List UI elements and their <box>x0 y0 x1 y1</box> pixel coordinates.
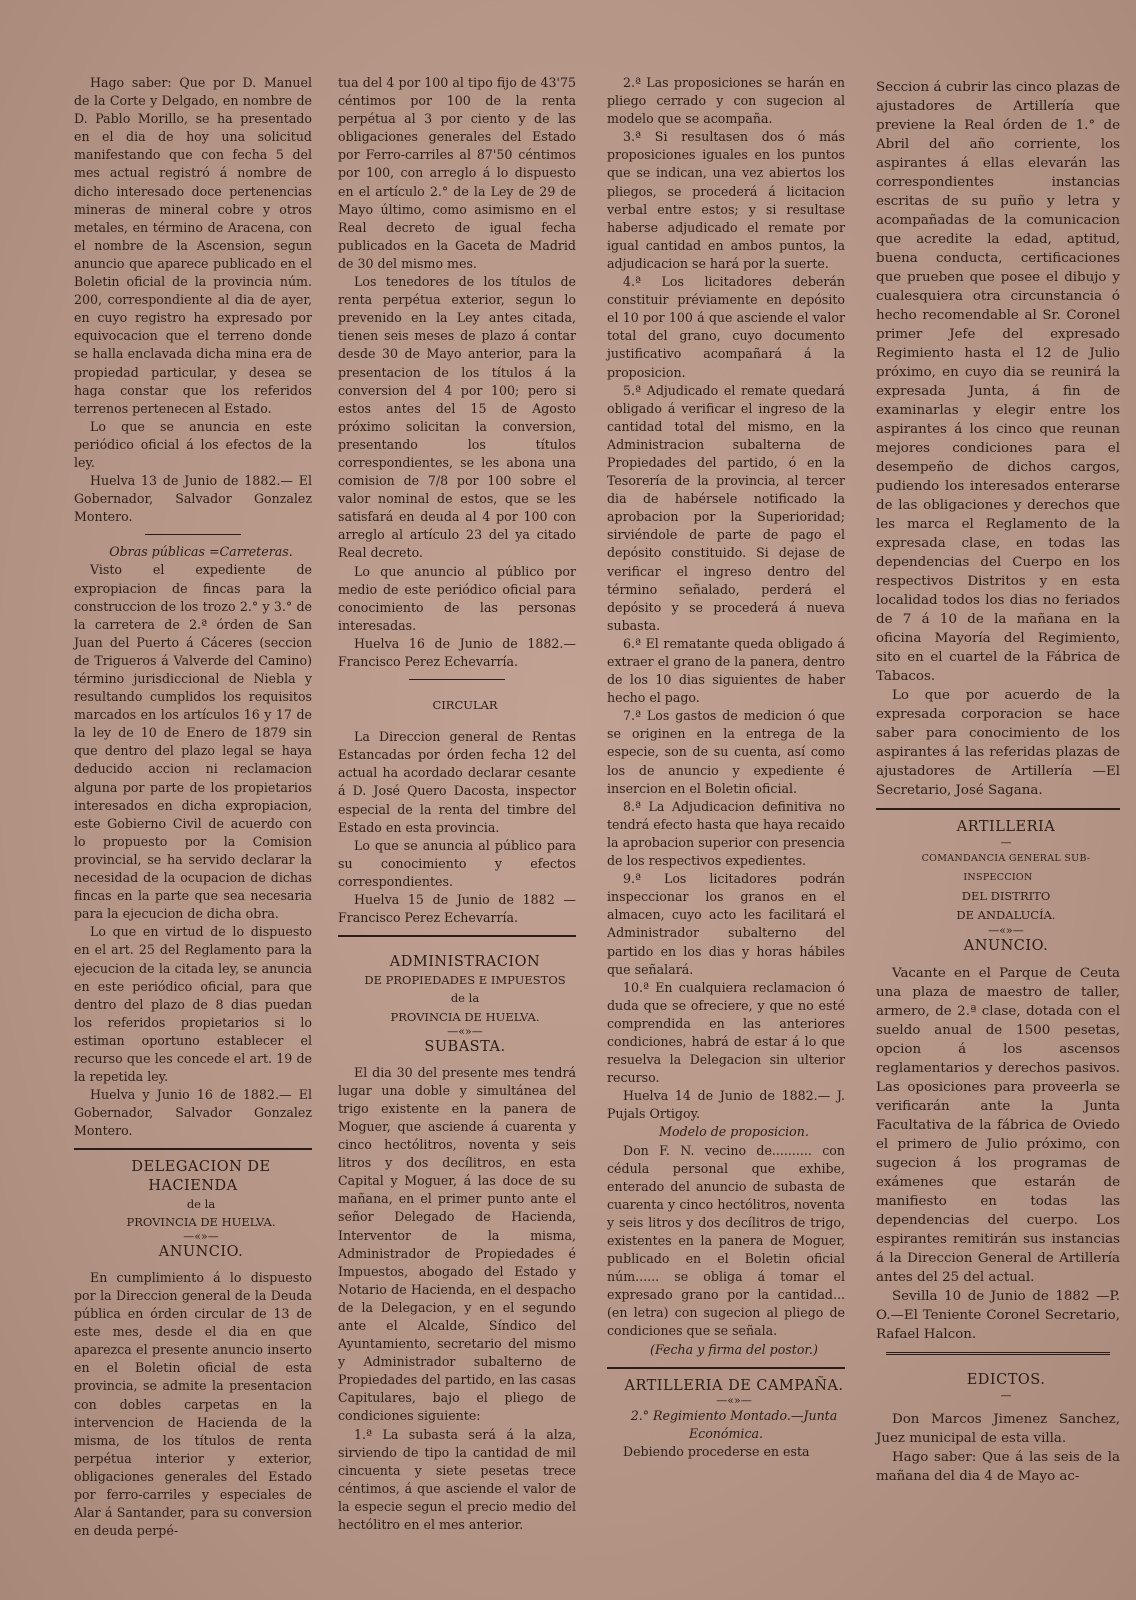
conversion-signature: Huelva 16 de Junio de 1882.— Francisco Perez Echevarría. <box>338 635 576 669</box>
expropiacion-text: Visto el expediente de expropiacion de fincas para la construccion de los trozo 2.° y 3.° de la carretera de 2.ª órden de San Juan del Puerto á Cáceres (seccion de Trigueros á Valverde del Camino) término jurisdiccional de Niebla y resultando cumplidos los requisitos marcados en los artículos 16 y 17 de la ley de 10 de Enero de 1879 sin que dentro del plazo legal se haya deducido accion ni reclamacion alguna por parte de los propietarios interesados en dicha expropiacion, este Gobierno Civil de acuerdo con lo propuesto por la Comision provincial, se ha servido declarar la necesidad de la ocupacion de dichas fincas en la parte que sea necesaria para la ejecucion de dicha obra. <box>74 562 312 922</box>
delegacion-heading: DELEGACION DE HACIENDA <box>131 1159 271 1194</box>
subasta-condition-3: 3.ª Si resultasen dos ó más proposiciones iguales en los puntos que se indican, una vez abiertos los pliegos, se procederá á licitacion verbal entre estos; y si resultase haberse adjudicado el remate por igual cantidad en ambos puntos, la adjudicacion se hará por la suerte. <box>607 129 845 271</box>
artilleria-campana-text: Debiendo procederse en esta <box>623 1443 810 1459</box>
subasta-condition-8: 8.ª La Adjudicacion definitiva no tendrá efecto hasta que haya recaido la aprobacion superior con presencia de los respectivos expedientes. <box>607 798 845 869</box>
vacante-signature: Sevilla 10 de Junio de 1882 —P. O.—El Teniente Coronel Secretario, Rafael Halcon. <box>876 1289 1120 1342</box>
administracion-heading-propiedades: DE PROPIEDADES E IMPUESTOS <box>364 973 566 988</box>
divider <box>74 1148 312 1150</box>
divider <box>607 1367 845 1369</box>
column-2 <box>338 74 576 1534</box>
divider <box>145 534 240 535</box>
edicto-text: Hago saber: Que á las seis de la mañana del dia 4 de Mayo ac- <box>876 1450 1120 1484</box>
modelo-text: Don F. N. vecino de.......... con cédula personal que exhibe, enterado del anuncio de subasta de cuarenta y cinco hectólitros, noventa y seis litros y dos decílitros de trigo, existentes en la panera de Moguer, publicado en el Boletin oficial núm...... se obliga á tomar el expresado grano por la cantidad... (en letra) con sugecion al pliego de condiciones que se señala. <box>607 1142 845 1339</box>
artilleria-campana-heading: ARTILLERIA DE CAMPAÑA. <box>624 1377 844 1394</box>
subasta-condition-1: 1.ª La subasta será á la alza, sirviendo de tipo la cantidad de mil cincuenta y siete pesetas trece céntimos, á que asciende el valor de la especie segun el precio medio del hectólitro en el mes anterior. <box>338 1426 576 1533</box>
regimiento-subtitle: 2.° Regimiento Montado.—Junta Económica. <box>630 1407 838 1441</box>
artilleria-anuncio-title: ANUNCIO. <box>963 938 1049 954</box>
column-3 <box>607 74 845 1461</box>
column-4 <box>876 78 1120 1486</box>
circular-text: La Direccion general de Rentas Estancadas por órden fecha 12 del actual ha acordado declarar cesante á D. José Quero Dacosta, inspector especial de la renta del timbre del Estado en esta provincia. <box>338 729 576 835</box>
subasta-condition-7: 7.ª Los gastos de medicion ó que se originen en la entrega de la especie, son de su cuenta, así como los de anuncio y expediente é insercion en el Boletin oficial. <box>607 708 845 796</box>
ornament: —«»— <box>716 1393 752 1407</box>
divider <box>876 808 1120 810</box>
ornament: —«»— <box>988 924 1024 937</box>
ornament: —«»— <box>183 1229 219 1243</box>
administracion-heading-de-la: de la <box>450 991 480 1006</box>
subasta-condition-2: 2.ª Las proposiciones se harán en pliego cerrado y con sugecion al modelo que se acompaña. <box>607 75 845 127</box>
mining-notice-signature: Huelva 13 de Junio de 1882.— El Gobernador, Salvador Gonzalez Montero. <box>74 473 312 525</box>
edicto-juez: Don Marcos Jimenez Sanchez, Juez municipal de esta villa. <box>876 1412 1120 1446</box>
tenedores-text: Los tenedores de los títulos de renta perpétua exterior, segun lo prevenido en la Ley antes citada, tienen seis meses de plazo á contar desde 30 de Mayo anterior, para la presentacion de los títulos á la conversion del 4 por 100; pero si estos antes del 15 de Agosto próximo solicitan la conversion, presentando los títulos correspondientes, se les abona una comision de 7/8 por 100 sobre el valor nominal de estos, que se les satisfará en deuda al 4 por 100 con arreglo al artículo 23 del ya citado Real decreto. <box>338 274 576 561</box>
subasta-signature: Huelva 14 de Junio de 1882.— J. Pujals Ortigoy. <box>607 1088 845 1122</box>
subasta-condition-9: 9.ª Los licitadores podrán inspeccionar los granos en el almacen, cuyo acto les facilitará el Administrador subalterno del partido en los dias y horas hábiles que señalará. <box>607 871 845 977</box>
mining-notice-text: Hago saber: Que por D. Manuel de la Corte y Delgado, en nombre de D. Pablo Morillo, se ha presentado en el dia de hoy una solicitud manifestando que con fecha 5 del mes actual registró á nombre de dicho interesado doce pertenencias mineras de mineral cobre y otros metales, en término de Aracena, con el nombre de la Ascension, segun anuncio que aparece publicado en el Boletin oficial de la provincia núm. 200, correspondiente al dia de ayer, en cuyo registro ha expresado por equivocacion que el terreno donde se halla enclavada dicha mina era de propiedad particular, y desea se haga constar que los referidos terrenos pertenecen al Estado. <box>74 75 312 416</box>
vacante-text: Vacante en el Parque de Ceuta una plaza de maestro de taller, armero, de 2.ª clase, dotada con el sueldo anual de 1500 pesetas, opcion á los ascensos reglamentarios y derechos pasivos. Las oposiciones para proveerla se verificarán ante la Junta Facultativa de la fábrica de Oviedo el primero de Julio próximo, con sugecion á los programas de exámenes que estarán de manifiesto en todas las dependencias del cuerpo. Los espirantes remitirán sus instancias á la Direccion General de Artillería antes del 25 del actual. <box>876 966 1120 1285</box>
subasta-title: SUBASTA. <box>424 1038 506 1055</box>
subasta-condition-6: 6.ª El rematante queda obligado á extraer el grano de la panera, dentro de los 10 dias siguientes de haber hecho el pago. <box>607 635 845 706</box>
fecha-firma: (Fecha y firma del postor.) <box>650 1341 818 1357</box>
delegacion-heading-de-la: de la <box>186 1196 216 1211</box>
delegacion-anuncio-text: En cumplimiento á lo dispuesto por la Direccion general de la Deuda pública en órden circular de 13 de este mes, desde el dia en que aparezca el presente anuncio inserto en el Boletin oficial de esta provincia, se admite la presentacion con dobles carpetas en la intervencion de Hacienda de la misma, de los títulos de renta perpétua interior y exterior, obligaciones generales del Estado por ferro-carriles y especiales de Alar á Santander, para su conversion en deuda perpé- <box>74 1269 312 1539</box>
expropiacion-law: Lo que en virtud de lo dispuesto en el art. 25 del Reglamento para la ejecucion de la citada ley, se anuncia en este periódico oficial, para que dentro del plazo de 8 dias puedan los referidos propietarios si lo estiman oportuno establecer el recurso que les concede el art. 19 de la repetida ley. <box>74 924 312 1085</box>
edictos-title: EDICTOS. <box>966 1372 1046 1388</box>
circular-title: CIRCULAR <box>432 698 498 713</box>
distrito-heading: DEL DISTRITO <box>961 889 1051 903</box>
conversion-text: tua del 4 por 100 al tipo fijo de 43'75 céntimos por 100 de la renta perpétua al 3 por ciento y de las obligaciones generales del Estado por Ferro-carriles al 87'50 céntimos por 100, con arreglo á lo dispuesto en el artículo 2.° de la Ley de 29 de Mayo último, como asimismo en el Real decreto de igual fecha publicados en la Gaceta de Madrid de 30 del mismo mes. <box>338 75 576 271</box>
ornament: —«»— <box>447 1024 483 1038</box>
dash: — <box>1000 1389 1012 1402</box>
subasta-condition-4: 4.ª Los licitadores deberán constituir préviamente en depósito el 10 por 100 á que asciende el valor total del grano, cuyo documento justificativo acompañará á la proposicion. <box>607 274 845 380</box>
subasta-text: El dia 30 del presente mes tendrá lugar una doble y simultánea del trigo existente en la panera de Moguer, que asciende á cuarenta y cinco hectólitros, noventa y seis litros y dos decílitros, en esta Capital y Moguer, á las doce de su mañana, en el primer punto ante el señor Delegado de Hacienda, Interventor de la misma, Administrador de Propiedades é Impuestos, abogado del Estado y Notario de Hacienda, en el despacho de la Delegacion, y en el segundo ante el Alcalde, Síndico del Ayuntamiento, secretario del mismo y Administrador subalterno de Propiedades del partido, en las casas Capitulares, bajo el pliego de condiciones siguiente: <box>338 1064 576 1424</box>
delegacion-anuncio-title: ANUNCIO. <box>158 1243 244 1260</box>
ajustadores-text: Seccion á cubrir las cinco plazas de ajustadores de Artillería que previene la Real órden de 1.° de Abril del año corriente, los aspirantes á ellas elevarán las correspondientes instancias escritas de su puño y letra y acompañadas de la comunicacion que acredite la edad, aptitud, buena conducta, certificaciones que prueben que posee el dibujo y cualesquiera otra circunstancia ó hecho recomendable al Sr. Coronel primer Jefe del expresado Regimiento hasta el 12 de Julio próximo, en cuyo dia se reunirá la expresada Junta, á fin de examinarlas y elegir entre los aspirantes á los cinco que reunan mejores condiciones para el desempeño de dichos cargos, pudiendo los interesados enterarse de las obligaciones y derechos que les marca el Reglamento de la expresada clase, en todas las dependencias del Cuerpo en los respectivos Distritos y en esta localidad todos los dias no feriados de 7 á 10 de la mañana en la oficina Mayoría del Regimiento, sito en el cuartel de la Fábrica de Tabacos. <box>876 80 1120 684</box>
artilleria-heading: ARTILLERIA <box>956 819 1056 835</box>
expropiacion-signature: Huelva y Junio 16 de 1882.— El Gobernador, Salvador Gonzalez Montero. <box>74 1087 312 1139</box>
divider <box>409 679 504 680</box>
administracion-heading: ADMINISTRACION <box>389 954 541 971</box>
circular-publish: Lo que se anuncia al público para su conocimiento y efectos correspondientes. <box>338 837 576 889</box>
dash: — <box>1000 836 1012 849</box>
modelo-title: Modelo de proposicion. <box>659 1124 809 1140</box>
column-1 <box>74 74 312 1540</box>
mining-notice-publish: Lo que se anuncia en este periódico oficial á los efectos de la ley. <box>74 418 312 470</box>
conversion-publish: Lo que anuncio al público por medio de este periódico oficial para conocimiento de las personas interesadas. <box>338 563 576 633</box>
obras-publicas-title: Obras públicas =Carreteras. <box>109 544 293 560</box>
administracion-heading-provincia: PROVINCIA DE HUELVA. <box>390 1009 540 1024</box>
subasta-condition-5: 5.ª Adjudicado el remate quedará obligado á verificar el ingreso de la cantidad total del mismo, en la Administracion subalterna de Propiedades del partido, ó en la Tesorería de la provincia, al tercer dia de habérsele notificado la aprobacion por la Superioridad; sirviéndole de parte de pago el depósito constituido. Si dejase de verificar el ingreso dentro del término señalado, perderá el depósito y se procederá á nueva subasta. <box>607 382 845 633</box>
andalucia-heading: DE ANDALUCÍA. <box>956 908 1056 922</box>
circular-signature: Huelva 15 de Junio de 1882 — Francisco Perez Echevarría. <box>338 892 576 926</box>
divider <box>886 1352 1110 1355</box>
delegacion-heading-provincia: PROVINCIA DE HUELVA. <box>126 1214 276 1229</box>
divider <box>338 935 576 937</box>
subasta-condition-10: 10.ª En cualquiera reclamacion ó duda que se ofreciere, y que no esté comprendida en las anteriores condiciones, habrá de estar á lo que resuelva la Delegacion sin ulterior recurso. <box>607 979 845 1086</box>
comandancia-heading: COMANDANCIA GENERAL SUB-INSPECCION <box>921 853 1091 883</box>
ajustadores-publish: Lo que por acuerdo de la expresada corporacion se hace saber para conocimiento de los aspirantes á las referidas plazas de ajustadores de Artillería —El Secretario, José Sagana. <box>876 688 1120 798</box>
